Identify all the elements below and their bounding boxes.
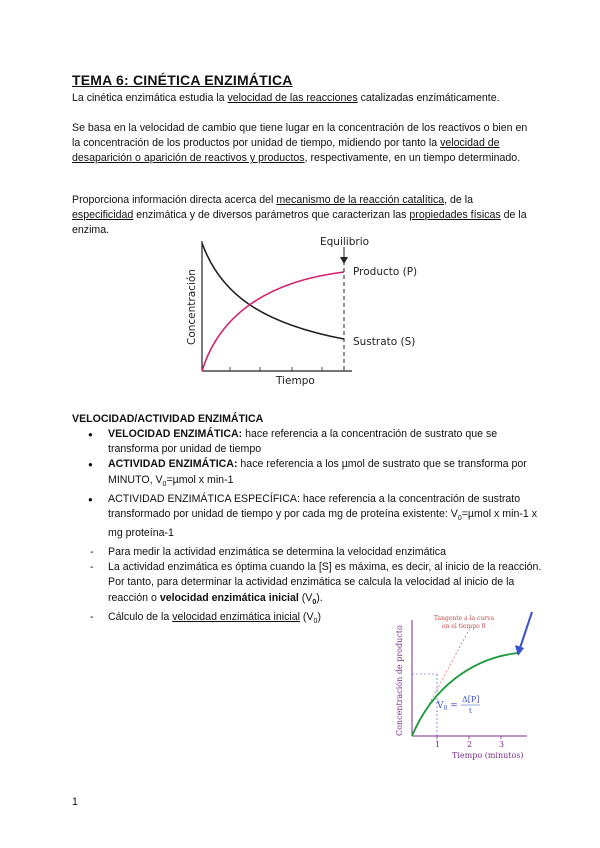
fig2-x-label: Tiempo (minutos) — [452, 751, 524, 760]
equilibrium-arrow-icon — [340, 257, 348, 264]
tangent-annotation-2: en el tiempo 0 — [442, 623, 486, 630]
tangent-annotation-1: Tangente a la curva — [434, 615, 495, 622]
product-curve — [202, 272, 344, 371]
definition-list — [72, 427, 542, 542]
fig1-x-label: Tiempo — [276, 375, 315, 387]
page-title: TEMA 6: CINÉTICA ENZIMÁTICA — [72, 72, 293, 88]
initial-velocity-figure — [382, 608, 542, 766]
formula-denominator: t — [469, 707, 472, 715]
list-item: ● VELOCIDAD ENZIMÁTICA: hace referencia a la concentración de sustrato que se transforma por unidad de tiempo — [72, 427, 542, 457]
fig2-y-label: Concentración de producto — [395, 625, 404, 736]
intro-underlined: velocidad de las reacciones — [227, 92, 358, 104]
arrow-icon — [515, 645, 524, 656]
v0-formula: $V_0$ = — [437, 701, 458, 712]
reaction-progress-figure — [180, 233, 420, 388]
paragraph-3: Proporciona información directa acerca del mecanismo de la reacción catalítica, de la especificidad enzimática y de diversos parámetros que caracterizan las propiedades físicas de la enzima. — [72, 194, 527, 237]
fig1-y-label: Concentración — [186, 269, 198, 345]
list-item: ● ACTIVIDAD ENZIMÁTICA: hace referencia a los µmol de sustrato que se transforma por MINUTO, $V_0=\mu mol$ x min-1 — [72, 457, 542, 492]
list-item: - Cálculo de la velocidad enzimática inicial $(V_0)$ — [72, 610, 542, 629]
section-heading: VELOCIDAD/ACTIVIDAD ENZIMÁTICA — [72, 413, 264, 425]
list-item: ● ACTIVIDAD ENZIMÁTICA ESPECÍFICA: hace referencia a la concentración de sustrato transformado por unidad de tiempo y por cada mg de proteína existente: $V_0=\mu mol$ x min-1 x mg proteína-1 — [72, 492, 542, 542]
intro-paragraph: La cinética enzimática estudia la velocidad de las reacciones catalizadas enzimáticamente. — [72, 92, 500, 104]
list-item: - Para medir la actividad enzimática se determina la velocidad enzimática — [72, 545, 542, 560]
formula-numerator: Δ[P] — [462, 695, 480, 704]
substrate-label: Sustrato (S) — [353, 336, 416, 348]
list-item: - La actividad enzimática es óptima cuando la [S] es máxima, es decir, al inicio de la reacción. Por tanto, para determinar la actividad enzimática se calcula la velocidad al inicio de la reacción o velocidad enzimática inicial $(V_0)$. — [72, 560, 542, 610]
fig2-tick-2: 2 — [467, 740, 473, 749]
para2-underlined: velocidad de desaparición o aparición de reactivos y productos — [72, 137, 500, 165]
equilibrium-label: Equilibrio — [320, 236, 370, 248]
product-label: Producto (P) — [353, 266, 418, 278]
fig2-tick-1: 1 — [435, 740, 441, 749]
page-number: 1 — [72, 796, 78, 808]
fig2-tick-3: 3 — [499, 740, 505, 749]
paragraph-2: Se basa en la velocidad de cambio que tiene lugar en la concentración de los reactivos o bien en la concentración de los productos por unidad de tiempo, midiendo por tanto la velocidad de desaparición o aparición de reactivos y productos, respectivamente, en un tiempo determinado. — [72, 122, 528, 165]
